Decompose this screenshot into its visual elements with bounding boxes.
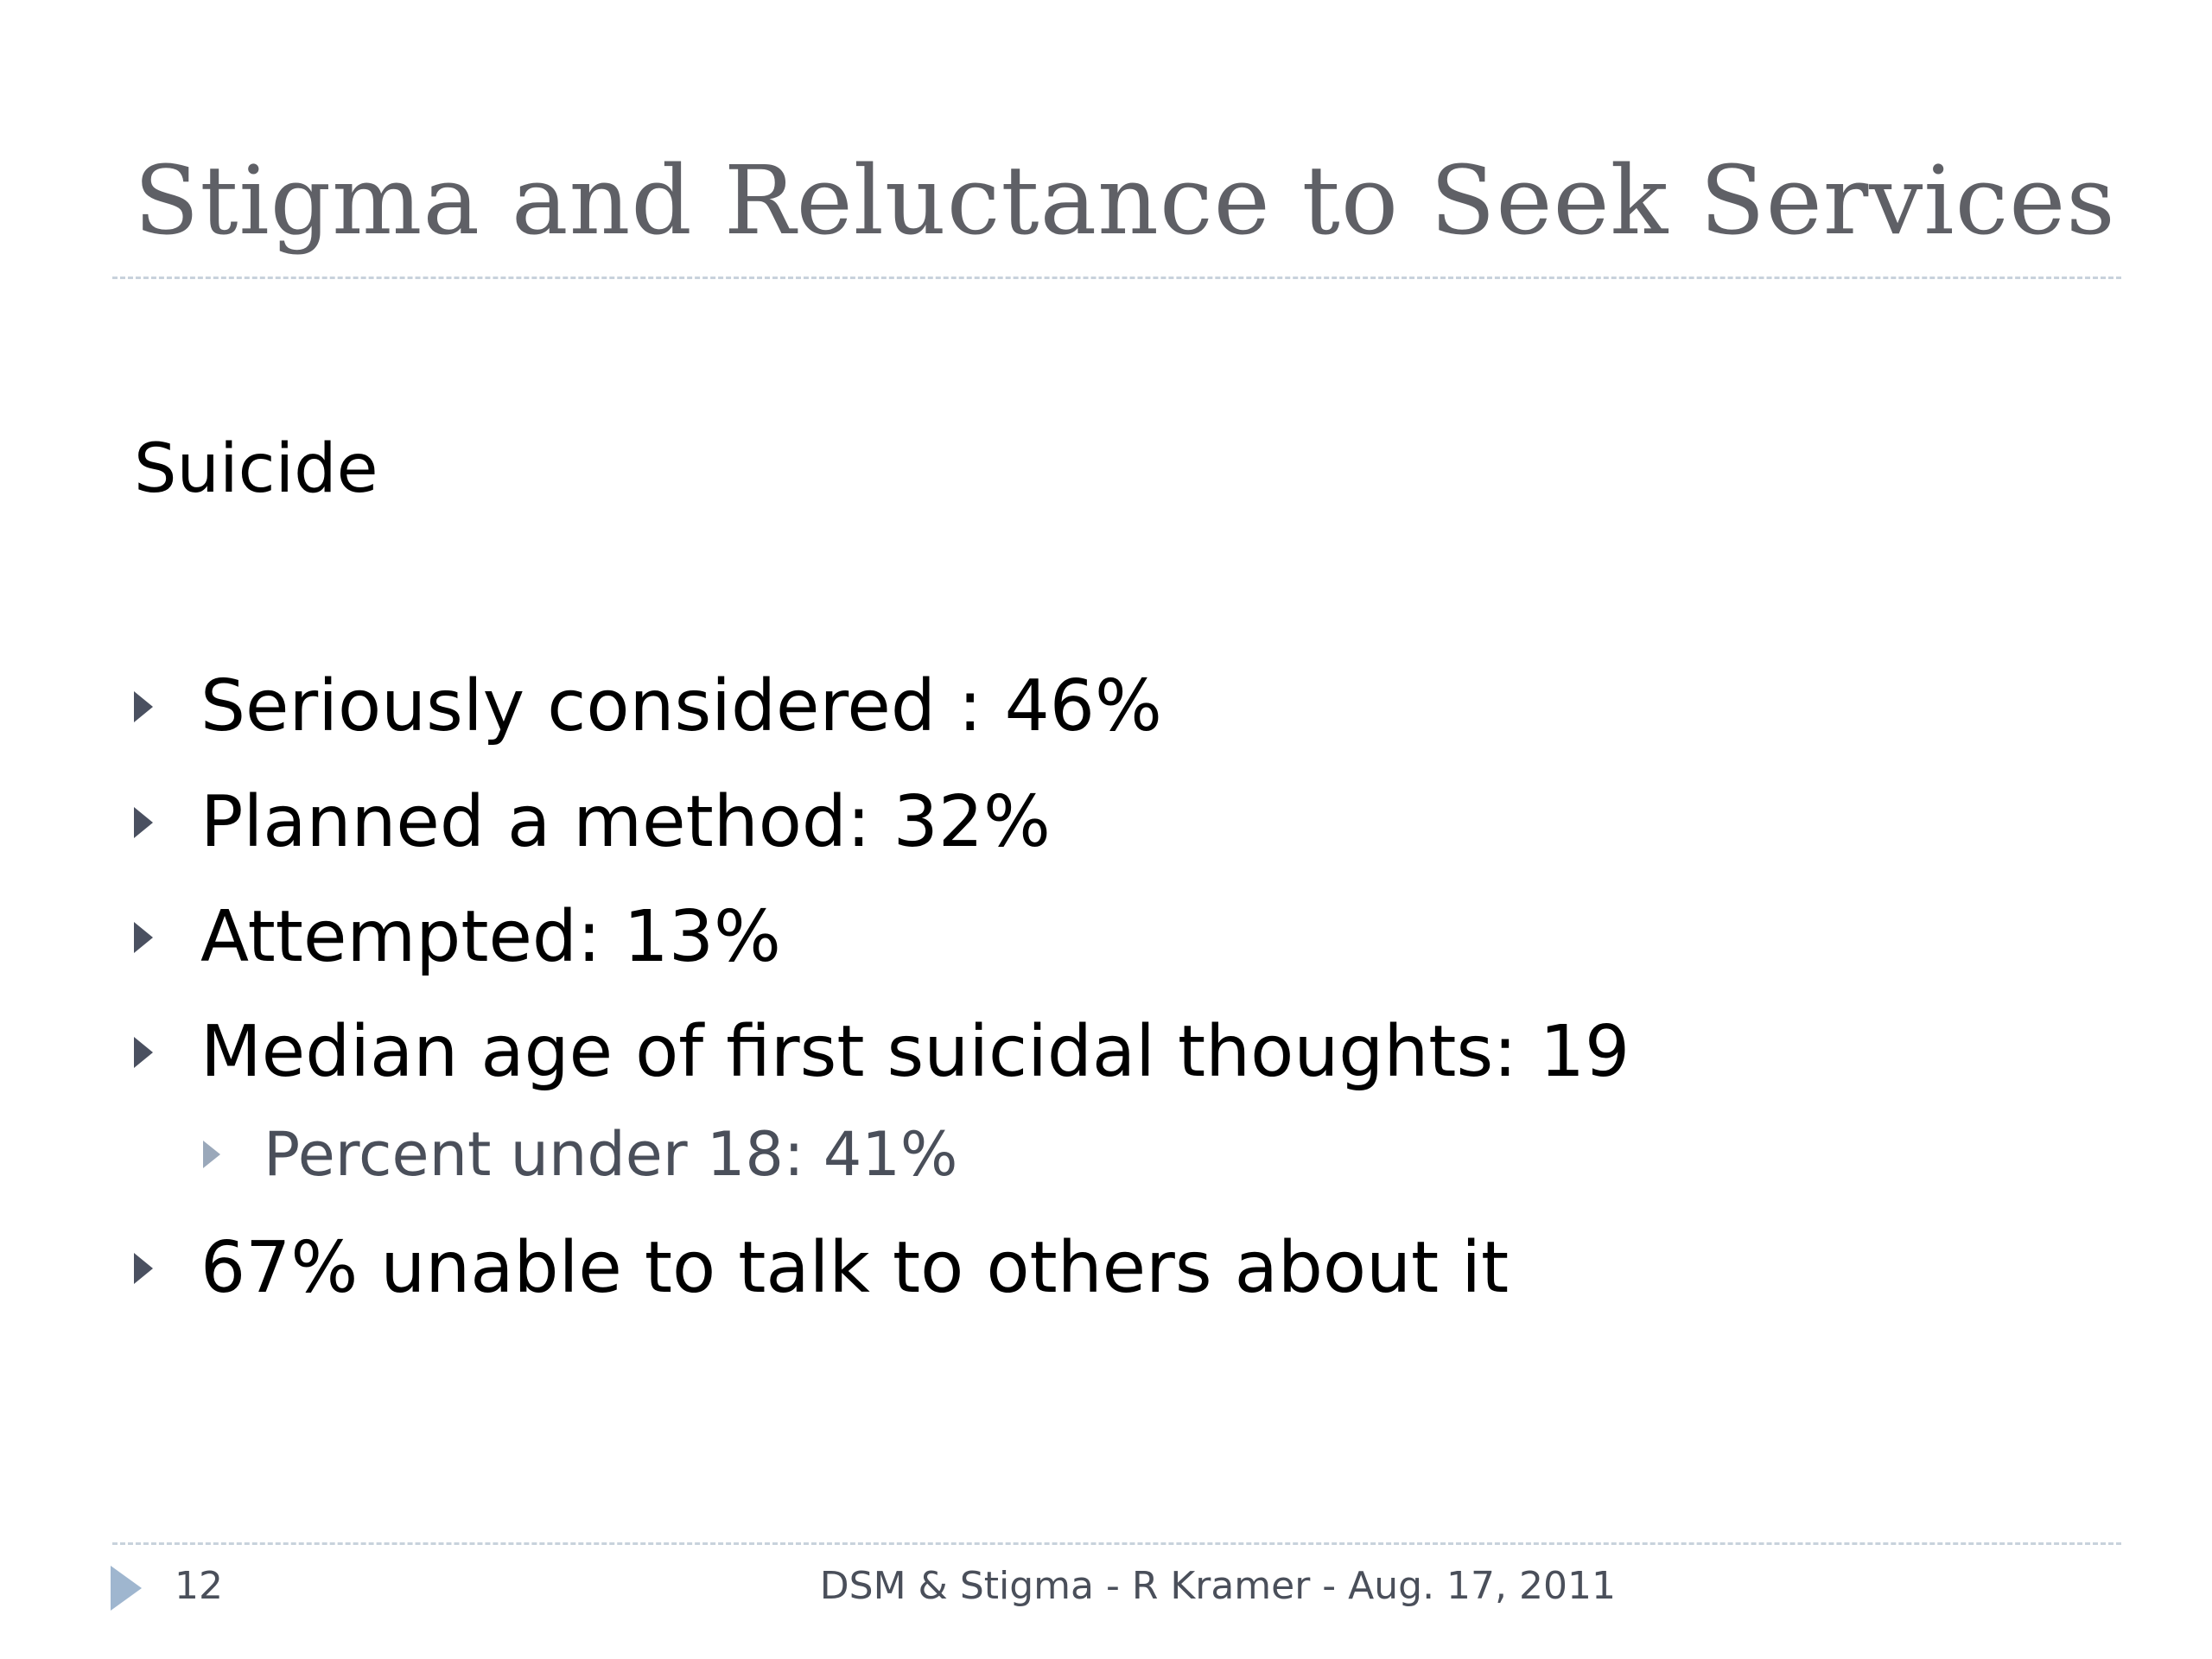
bullet-item xyxy=(134,1011,1630,1093)
section-heading: Suicide xyxy=(134,430,378,508)
bullet-text: 67% unable to talk to others about it xyxy=(200,1227,1510,1309)
footer-caption: DSM & Stigma - R Kramer - Aug. 17, 2011 xyxy=(819,1564,1616,1608)
bullet-item xyxy=(134,1227,1509,1309)
slide-title: Stigma and Reluctance to Seek Services xyxy=(134,145,2116,256)
bullet-arrow-icon xyxy=(134,922,153,953)
bullet-text: Attempted: 13% xyxy=(200,896,781,978)
bullet-text: Median age of first suicidal thoughts: 19 xyxy=(200,1011,1630,1093)
bullet-text: Seriously considered : 46% xyxy=(200,665,1162,747)
bullet-arrow-icon xyxy=(134,691,153,722)
sub-bullet-item xyxy=(203,1119,957,1190)
bullet-item xyxy=(134,665,1162,747)
bullet-text: Planned a method: 32% xyxy=(200,781,1051,863)
sub-bullet-arrow-icon xyxy=(203,1141,220,1168)
footer-divider xyxy=(112,1542,2121,1545)
bullet-item xyxy=(134,781,1051,863)
sub-bullet-text: Percent under 18: 41% xyxy=(264,1119,958,1190)
bullet-arrow-icon xyxy=(134,1253,153,1284)
page-number: 12 xyxy=(175,1564,223,1608)
bullet-arrow-icon xyxy=(134,807,153,838)
title-divider xyxy=(112,276,2121,279)
bullet-arrow-icon xyxy=(134,1037,153,1068)
bullet-item xyxy=(134,896,781,978)
